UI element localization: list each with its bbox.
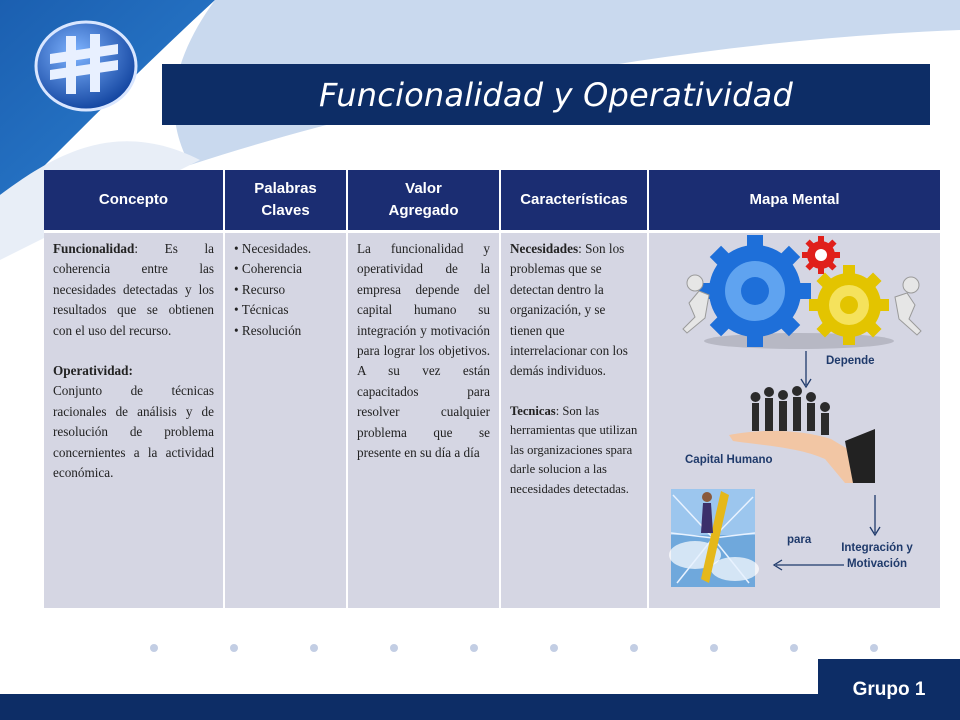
table-row <box>44 232 940 609</box>
caracteristica-tecnicas <box>510 402 638 500</box>
caracteristica-necesidades <box>510 239 638 382</box>
table-header-row <box>44 170 940 232</box>
header-valor-agregado-label: Valor Agregado <box>388 180 459 219</box>
dot <box>470 644 478 652</box>
text-operatividad: Conjunto de técnicas racionales de análisis y de resolución de problema concernientes a la actividad económica. <box>53 383 214 481</box>
cell-caracteristicas <box>500 232 648 609</box>
header-valor-agregado <box>347 170 500 232</box>
term-funcionalidad: Funcionalidad <box>53 241 135 256</box>
concept-table <box>44 170 940 608</box>
dot <box>230 644 238 652</box>
cell-mapa-mental <box>648 232 940 609</box>
header-palabras-claves-label: Palabras Claves <box>254 180 317 219</box>
title-banner <box>162 64 930 125</box>
footer-bar <box>0 694 960 720</box>
page-title: Funcionalidad y Operatividad <box>319 75 793 114</box>
company-logo-icon <box>28 14 140 114</box>
dot <box>870 644 878 652</box>
keywords-list <box>234 239 337 341</box>
group-label: Grupo 1 <box>852 678 926 700</box>
list-item: • Resolución <box>234 321 337 341</box>
cell-concepto <box>44 232 224 609</box>
businesswoman-compass-icon <box>669 489 759 587</box>
term-operatividad: Operatividad: <box>53 363 133 379</box>
term-tecnicas: Tecnicas <box>510 403 556 418</box>
dot <box>550 644 558 652</box>
decorative-dots <box>150 644 880 656</box>
text-funcionalidad: : Es la coherencia entre las necesidades detectadas y los resultados que se obtienen con el uso del recurso. <box>53 241 214 338</box>
dot <box>390 644 398 652</box>
dot <box>710 644 718 652</box>
text-necesidades: : Son los problemas que se detectan dentro la organización, y se tienen que interrelacionar con los demás individuos. <box>510 241 628 379</box>
list-item: • Técnicas <box>234 300 337 320</box>
header-caracteristicas: Características <box>500 170 648 232</box>
people-on-hand-icon <box>729 386 875 483</box>
concepto-funcionalidad <box>53 239 214 341</box>
header-palabras-claves <box>224 170 347 232</box>
label-integracion: Integración y Motivación <box>841 542 913 570</box>
label-para: para <box>787 534 812 546</box>
dot <box>310 644 318 652</box>
gears-icon <box>683 235 921 349</box>
cell-valor-agregado: La funcionalidad y operatividad de la empresa depende del capital humano su integración y motivación para lograr los objetivos. A su vez están capacitados para resolver cualquier problema que se presente en su día a día <box>347 232 500 609</box>
dot <box>150 644 158 652</box>
text-tecnicas: : Son las herramientas que utilizan las organizaciones spara darle solucion a las necesidades detectadas. <box>510 403 638 496</box>
header-concepto: Concepto <box>44 170 224 232</box>
cell-palabras-claves <box>224 232 347 609</box>
dot <box>630 644 638 652</box>
list-item: • Necesidades. <box>234 239 337 259</box>
term-necesidades: Necesidades <box>510 241 579 256</box>
list-item: • Recurso <box>234 280 337 300</box>
label-depende: Depende <box>826 355 875 367</box>
label-capital-humano: Capital Humano <box>685 454 773 466</box>
list-item: • Coherencia <box>234 259 337 279</box>
group-label-box <box>818 659 960 720</box>
dot <box>790 644 798 652</box>
header-mapa-mental: Mapa Mental <box>648 170 940 232</box>
